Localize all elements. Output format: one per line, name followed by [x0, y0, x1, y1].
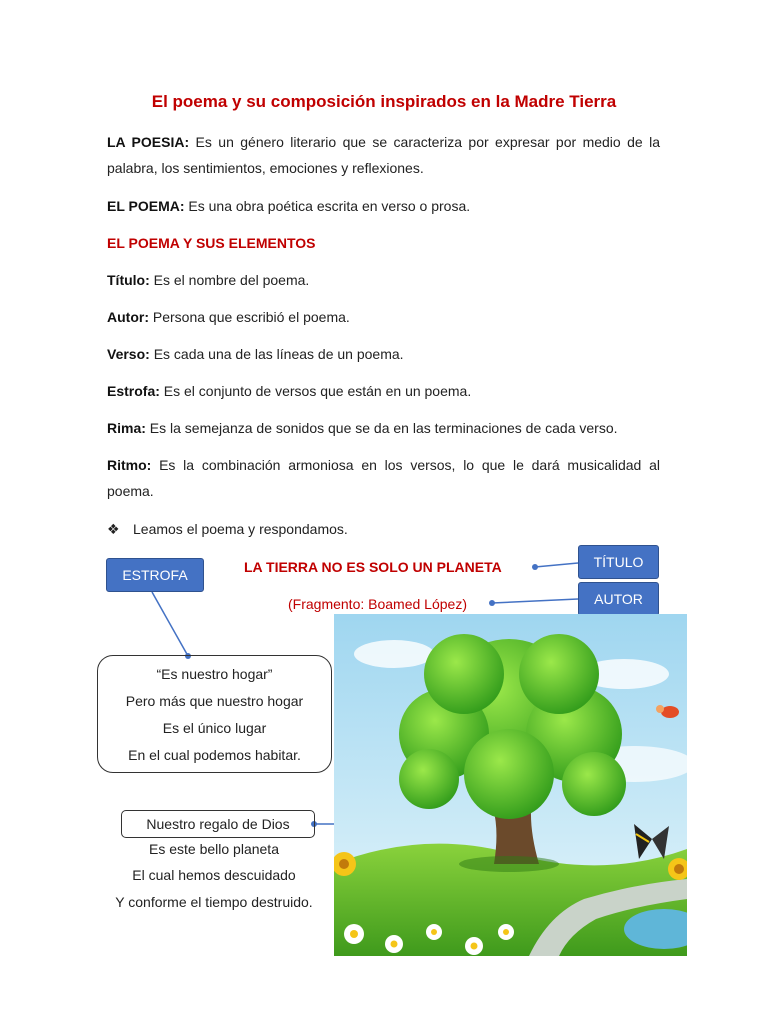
- poem-title: LA TIERRA NO ES SOLO UN PLANETA: [244, 559, 502, 575]
- element-text: Es el conjunto de versos que están en un poema.: [159, 383, 472, 399]
- poem-line: Pero más que nuestro hogar: [125, 693, 304, 709]
- autor-tag: AUTOR: [578, 582, 659, 616]
- element-text: Es la combinación armoniosa en los versos, lo que le dará musicalidad al poema.: [107, 457, 660, 499]
- definition-text: Es un género literario que se caracteriza por expresar por medio de la palabra, los sentimientos, emociones y reflexiones.: [107, 134, 660, 176]
- poem-author: (Fragmento: Boamed López): [288, 596, 467, 612]
- stanza-box: [97, 655, 332, 773]
- instruction-text: Leamos el poema y respondamos.: [133, 521, 348, 537]
- definition-text: Es una obra poética escrita en verso o prosa.: [184, 198, 471, 214]
- poem-line: Y conforme el tiempo destruido.: [115, 894, 313, 910]
- diamond-bullet-icon: ❖: [107, 521, 120, 537]
- poem-line: El cual hemos descuidado: [132, 867, 296, 883]
- poem-line: “Es nuestro hogar”: [156, 666, 273, 682]
- element-text: Es el nombre del poema.: [149, 272, 310, 288]
- definition-term: EL POEMA:: [107, 198, 185, 214]
- element-term: Rima:: [107, 420, 146, 436]
- element-term: Título:: [107, 272, 150, 288]
- definition-term: LA POESIA:: [107, 134, 190, 150]
- poem-line: Es este bello planeta: [149, 841, 279, 857]
- estrofa-tag: ESTROFA: [106, 558, 204, 592]
- element-term: Autor:: [107, 309, 149, 325]
- poem-line: Es el único lugar: [162, 720, 267, 736]
- element-text: Es cada una de las líneas de un poema.: [149, 346, 404, 362]
- poem-line: En el cual podemos habitar.: [128, 747, 301, 763]
- element-term: Ritmo:: [107, 457, 152, 473]
- tree-landscape-image: [334, 614, 687, 956]
- element-text: Persona que escribió el poema.: [149, 309, 350, 325]
- element-text: Es la semejanza de sonidos que se da en las terminaciones de cada verso.: [145, 420, 618, 436]
- tree-illustration: [334, 614, 687, 956]
- titulo-tag: TÍTULO: [578, 545, 659, 579]
- page-title: El poema y su composición inspirados en la Madre Tierra: [151, 92, 617, 111]
- element-term: Verso:: [107, 346, 150, 362]
- element-term: Estrofa:: [107, 383, 160, 399]
- verse-box: Nuestro regalo de Dios: [121, 810, 315, 838]
- elements-heading: EL POEMA Y SUS ELEMENTOS: [107, 235, 316, 251]
